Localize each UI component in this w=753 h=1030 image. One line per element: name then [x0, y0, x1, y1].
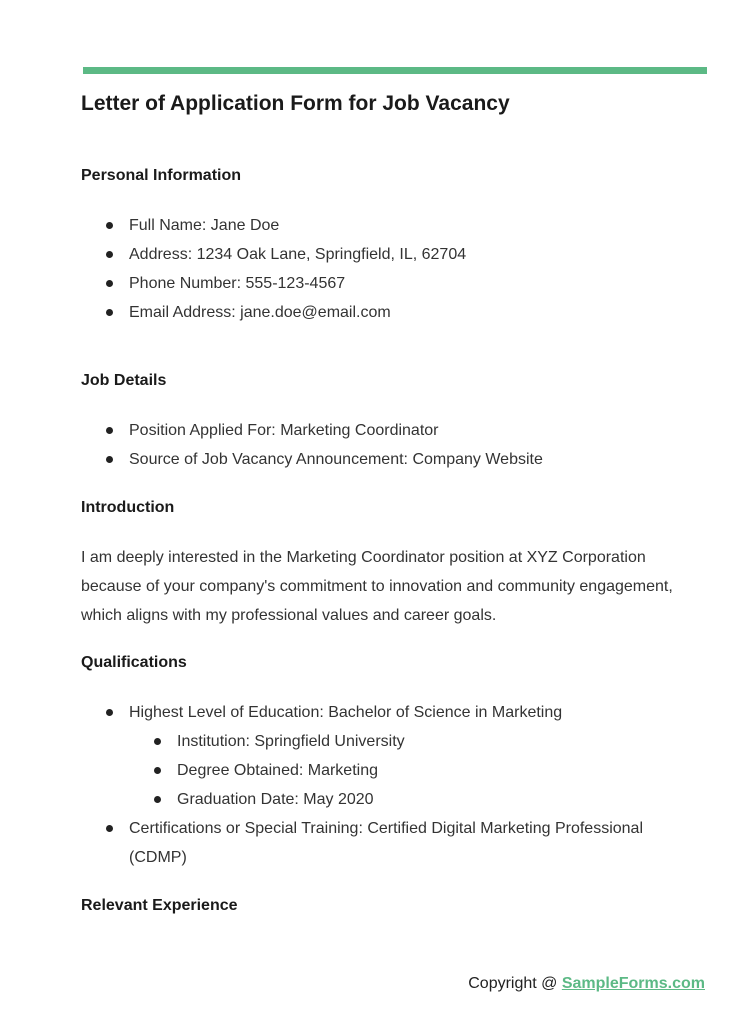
heading-introduction: Introduction: [81, 499, 175, 516]
qualifications-list: [0, 698, 669, 872]
list-item: Full Name: Jane Doe: [0, 211, 669, 240]
list-item: Certifications or Special Training: Certified Digital Marketing Professional (CDMP): [0, 814, 669, 872]
personal-info-list: [0, 211, 669, 327]
list-item: Phone Number: 555-123-4567: [0, 269, 669, 298]
sub-list-item: Graduation Date: May 2020: [0, 785, 667, 814]
sub-list-item: Institution: Springfield University: [0, 727, 667, 756]
list-item: Address: 1234 Oak Lane, Springfield, IL, 62704: [0, 240, 669, 269]
heading-qualifications: Qualifications: [81, 654, 187, 671]
page-title: Letter of Application Form for Job Vacancy: [81, 92, 510, 115]
job-details-list: [0, 416, 669, 474]
copyright-text: Copyright @: [468, 975, 562, 992]
heading-relevant-experience: Relevant Experience: [81, 897, 238, 914]
sub-list-item: Degree Obtained: Marketing: [0, 756, 667, 785]
footer: [468, 973, 705, 995]
accent-bar: [83, 67, 707, 74]
list-item: Source of Job Vacancy Announcement: Company Website: [0, 445, 669, 474]
list-item: Highest Level of Education: Bachelor of Science in Marketing: [0, 698, 669, 727]
list-item: Position Applied For: Marketing Coordinator: [0, 416, 669, 445]
introduction-text: I am deeply interested in the Marketing Coordinator position at XYZ Corporation because of your company's commitment to innovation and community engagement, which aligns with my professional values and career goals.: [81, 549, 673, 624]
sampleforms-link[interactable]: SampleForms.com: [561, 975, 705, 992]
heading-personal-information: Personal Information: [81, 167, 242, 184]
list-item: Email Address: jane.doe@email.com: [0, 298, 669, 327]
heading-job-details: Job Details: [81, 372, 167, 389]
